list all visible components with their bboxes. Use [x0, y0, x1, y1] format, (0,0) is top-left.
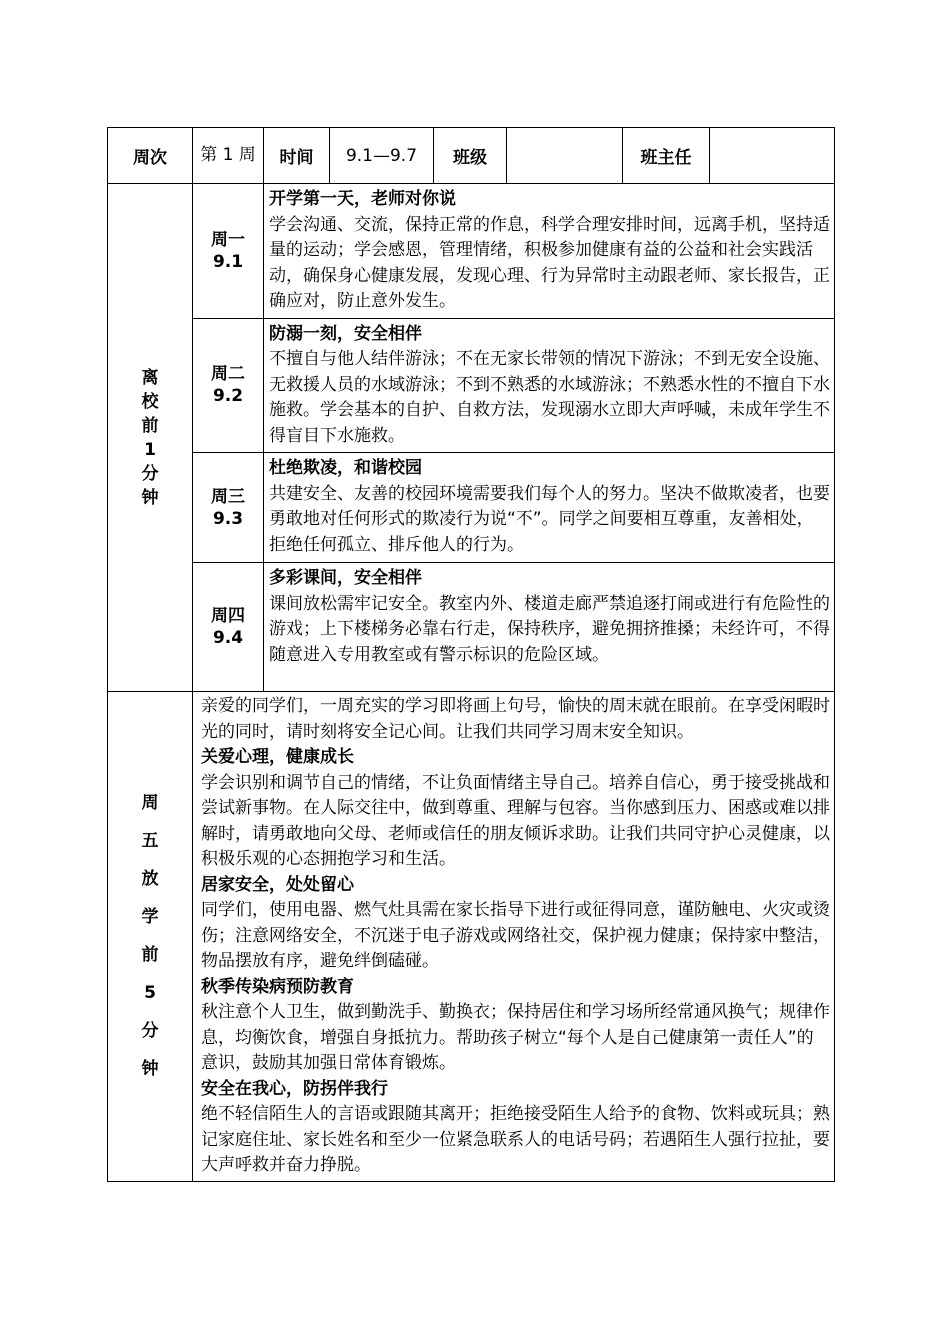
- schedule-table: [107, 127, 835, 1182]
- week-label: 周次: [108, 128, 193, 184]
- day-label: 周二 9.2: [193, 318, 264, 453]
- day-row: [108, 453, 835, 563]
- safety-schedule-document: [107, 127, 834, 1182]
- header-row: [108, 128, 835, 184]
- day-label: 周三 9.3: [193, 453, 264, 563]
- topic-text: 同学们，使用电器、燃气灶具需在家长指导下进行或征得同意，谨防触电、火灾或烫伤；注意网络安全，不沉迷于电子游戏或网络社交，保护视力健康；保持家中整洁，物品摆放有序，避免绊倒磕碰。: [201, 900, 830, 971]
- friday-content: [193, 692, 835, 1182]
- friday-intro: 亲爱的同学们，一周充实的学习即将画上句号，愉快的周末就在眼前。在享受闲暇时光的同时，请时刻将安全记心间。让我们共同学习周末安全知识。: [201, 696, 830, 742]
- day-title: 多彩课间，安全相伴: [269, 568, 422, 588]
- week-value: 第 1 周: [193, 128, 264, 184]
- class-label: 班级: [434, 128, 507, 184]
- section1-label: 离 校 前 1 分 钟: [108, 184, 193, 692]
- day-label: 周四 9.4: [193, 563, 264, 692]
- day-content: [264, 563, 835, 692]
- day-content: [264, 184, 835, 319]
- friday-row: [108, 692, 835, 1182]
- day-text: 共建安全、友善的校园环境需要我们每个人的努力。坚决不做欺凌者，也要勇敢地对任何形式的欺凌行为说“不”。同学之间要相互尊重，友善相处，拒绝任何孤立、排斥他人的行为。: [269, 483, 830, 555]
- day-text: 学会沟通、交流，保持正常的作息，科学合理安排时间，远离手机，坚持适量的运动；学会感恩，管理情绪，积极参加健康有益的公益和社会实践活动，确保身心健康发展，发现心理、行为异常时主动跟老师、家长报告，正确应对，防止意外发生。: [269, 214, 830, 311]
- day-content: [264, 318, 835, 453]
- teacher-label: 班主任: [623, 128, 710, 184]
- day-row: [108, 563, 835, 692]
- day-row: [108, 184, 835, 319]
- time-value: 9.1—9.7: [330, 128, 434, 184]
- topic-title: 关爱心理，健康成长: [201, 747, 354, 767]
- section2-label: 周 五 放 学 前 5 分 钟: [108, 692, 193, 1182]
- day-row: [108, 318, 835, 453]
- day-title: 开学第一天，老师对你说: [269, 189, 456, 209]
- day-label: 周一 9.1: [193, 184, 264, 319]
- day-content: [264, 453, 835, 563]
- topic-text: 绝不轻信陌生人的言语或跟随其离开；拒绝接受陌生人给予的食物、饮料或玩具；熟记家庭住址、家长姓名和至少一位紧急联系人的电话号码；若遇陌生人强行拉扯，要大声呼救并奋力挣脱。: [201, 1104, 830, 1175]
- topic-title: 安全在我心，防拐伴我行: [201, 1078, 388, 1099]
- topic-text: 秋注意个人卫生，做到勤洗手、勤换衣；保持居住和学习场所经常通风换气；规律作息，均衡饮食，增强自身抵抗力。帮助孩子树立“每个人是自己健康第一责任人”的意识，鼓励其加强日常体育锻炼。: [201, 1002, 830, 1073]
- time-label: 时间: [264, 128, 330, 184]
- day-title: 杜绝欺凌，和谐校园: [269, 458, 422, 478]
- day-text: 课间放松需牢记安全。教室内外、楼道走廊严禁追逐打闹或进行有危险性的游戏；上下楼梯务必靠右行走，保持秩序，避免拥挤推搡；未经许可，不得随意进入专用教室或有警示标识的危险区域。: [269, 593, 830, 665]
- teacher-value: [710, 128, 835, 184]
- topic-title: 居家安全，处处留心: [201, 874, 354, 895]
- day-title: 防溺一刻，安全相伴: [269, 323, 422, 344]
- topic-title: 秋季传染病预防教育: [201, 976, 354, 997]
- class-value: [507, 128, 623, 184]
- day-text: 不擅自与他人结伴游泳；不在无家长带领的情况下游泳；不到无安全设施、无救援人员的水域游泳；不到不熟悉的水域游泳；不熟悉水性的不擅自下水施救。学会基本的自护、自救方法，发现溺水立即大声呼喊，未成年学生不得盲目下水施救。: [269, 349, 830, 446]
- topic-text: 学会识别和调节自己的情绪，不让负面情绪主导自己。培养自信心，勇于接受挑战和尝试新事物。在人际交往中，做到尊重、理解与包容。当你感到压力、困惑或难以排解时，请勇敢地向父母、老师或信任的朋友倾诉求助。让我们共同守护心灵健康，以积极乐观的心态拥抱学习和生活。: [201, 772, 830, 869]
